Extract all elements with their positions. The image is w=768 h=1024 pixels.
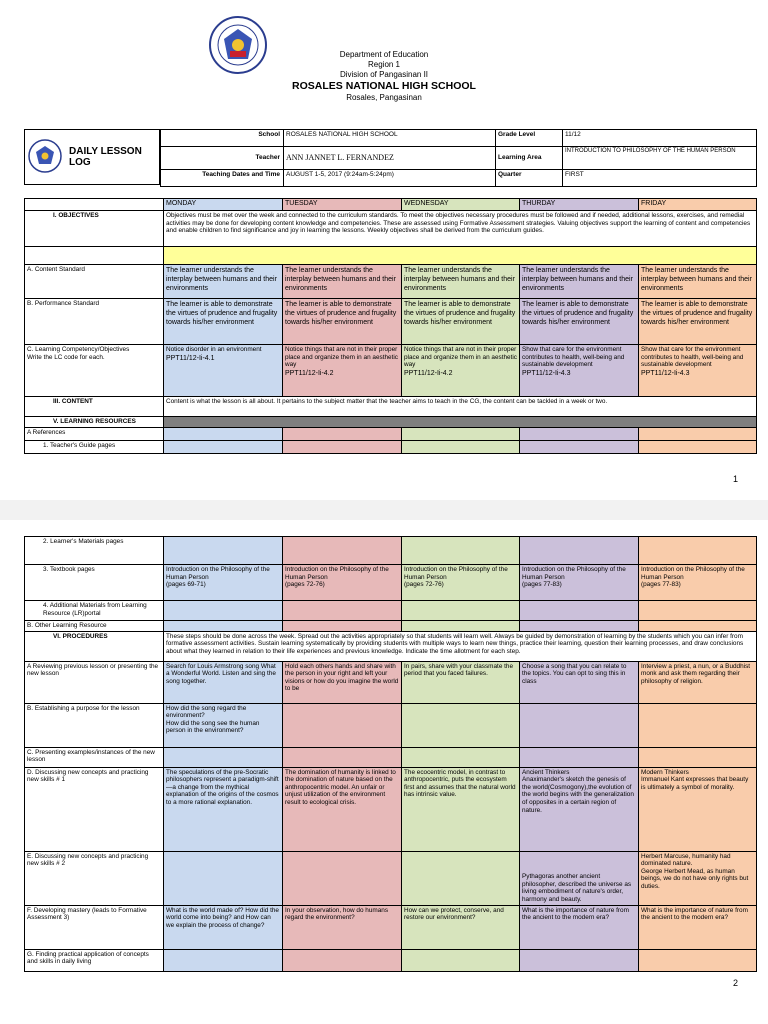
textbook-thursday-title: Introduction on the Philosophy of the Human Person — [522, 566, 626, 581]
objectives-highlight — [164, 247, 757, 265]
competency-monday-code: PPT11/12-Ii-4.1 — [166, 354, 215, 362]
empty-cell — [25, 247, 164, 265]
procedure-d-label: D. Discussing new concepts and practicing new skills # 1 — [25, 767, 164, 851]
objectives-highlight-row — [25, 247, 757, 265]
other-resources-wednesday — [402, 621, 520, 632]
procedure-c-wednesday — [402, 747, 520, 767]
competency-sub-label: Write the LC code for each. — [27, 353, 105, 361]
procedure-b-thursday — [520, 703, 639, 747]
learning-resources-bar — [164, 417, 757, 428]
competency-friday-text: Show that care for the environment contributes to health, well-being and sustainable development — [641, 346, 744, 369]
corner-cell — [25, 199, 164, 211]
procedure-d-friday: Modern Thinkers Immanuel Kant expresses that beauty is ultimately a symbol of morality. — [639, 767, 757, 851]
page-number-2: 2 — [732, 978, 738, 988]
procedure-e-thursday: Pythagoras another ancient philosopher, described the universe as living embodiment of nature's order, harmony and beauty. — [520, 851, 639, 905]
lesson-table-page2 — [24, 536, 757, 972]
procedure-g-wednesday — [402, 949, 520, 971]
procedure-e-row — [25, 851, 757, 905]
textbook-friday-pages: (pages 77-83) — [641, 581, 681, 589]
textbook-friday-title: Introduction on the Philosophy of the Human Person — [641, 566, 745, 581]
procedure-b-friday — [639, 703, 757, 747]
competency-tuesday-text: Notice things that are not in their proper place and organize them in an aesthetic way — [285, 346, 398, 369]
day-thursday: THURDAY — [520, 199, 639, 211]
other-resources-label: B. Other Learning Resource — [25, 621, 164, 632]
info-row-school — [161, 130, 757, 147]
procedure-e-tuesday — [283, 851, 402, 905]
procedure-e-label: E. Discussing new concepts and practicing new skills # 2 — [25, 851, 164, 905]
procedure-b-row — [25, 703, 757, 747]
teachers-guide-label: 1. Teacher's Guide pages — [25, 441, 164, 454]
school-town: Rosales, Pangasinan — [346, 93, 422, 102]
other-resources-monday — [164, 621, 283, 632]
procedure-a-wednesday: In pairs, share with your classmate the period that you faced failures. — [402, 661, 520, 703]
competency-tuesday-code: PPT11/12-Ii-4.2 — [285, 369, 334, 377]
additional-materials-thursday — [520, 601, 639, 621]
area-label: Learning Area — [496, 147, 563, 170]
dept-name: Department of Education — [339, 50, 429, 59]
textbook-wednesday-title: Introduction on the Philosophy of the Human Person — [404, 566, 508, 581]
school-name: ROSALES NATIONAL HIGH SCHOOL — [292, 80, 476, 92]
procedure-g-tuesday — [283, 949, 402, 971]
procedure-c-label: C. Presenting examples/instances of the new lesson — [25, 747, 164, 767]
procedure-f-thursday: What is the importance of nature from the ancient to the modern era? — [520, 905, 639, 949]
procedure-g-row — [25, 949, 757, 971]
procedure-c-tuesday — [283, 747, 402, 767]
teachers-guide-thursday — [520, 441, 639, 454]
procedures-row — [25, 631, 757, 661]
learners-materials-wednesday — [402, 537, 520, 565]
other-resources-row — [25, 621, 757, 632]
learners-materials-tuesday — [283, 537, 402, 565]
procedure-b-monday: How did the song regard the environment? How did the song see the human person in the environment? — [164, 703, 283, 747]
objectives-row — [25, 211, 757, 247]
procedure-a-monday: Search for Louis Armstrong song What a Wonderful World. Listen and sing the song together. — [164, 661, 283, 703]
procedure-b-tuesday — [283, 703, 402, 747]
learners-materials-friday — [639, 537, 757, 565]
competency-friday-code: PPT11/12-Ii-4.3 — [641, 369, 690, 377]
textbook-tuesday — [283, 565, 402, 601]
competency-wednesday-code: PPT11/12-Ii-4.2 — [404, 369, 453, 377]
quarter-label: Quarter — [496, 170, 563, 187]
procedure-g-label: G. Finding practical application of concepts and skills in daily living — [25, 949, 164, 971]
procedure-c-thursday — [520, 747, 639, 767]
teacher-label: Teacher — [161, 147, 284, 170]
learners-materials-label: 2. Learner's Materials pages — [25, 537, 164, 565]
page-two — [0, 520, 768, 1024]
performance-standard-tuesday: The learner is able to demonstrate the virtues of prudence and frugality towards his/her environment — [283, 299, 402, 345]
teachers-guide-row — [25, 441, 757, 454]
competency-thursday-text: Show that care for the environment contributes to health, well-being and sustainable development — [522, 346, 625, 369]
day-header-row — [25, 199, 757, 211]
procedure-f-wednesday: How can we protect, conserve, and restore our environment? — [402, 905, 520, 949]
info-row-teacher — [161, 147, 757, 170]
learning-resources-label: V. LEARNING RESOURCES — [25, 417, 164, 428]
performance-standard-thursday: The learner is able to demonstrate the virtues of prudence and frugality towards his/her environment — [520, 299, 639, 345]
day-monday: MONDAY — [164, 199, 283, 211]
procedure-c-row — [25, 747, 757, 767]
performance-standard-row — [25, 299, 757, 345]
competency-label: C. Learning Competency/Objectives — [27, 346, 130, 353]
procedure-f-tuesday: In your observation, how do humans regard the environment? — [283, 905, 402, 949]
competency-wednesday-text: Notice things that are not in their proper place and organize them in an aesthetic way — [404, 346, 517, 369]
day-tuesday: TUESDAY — [283, 199, 402, 211]
content-standard-row — [25, 265, 757, 299]
references-row — [25, 428, 757, 441]
textbook-label: 3. Textbook pages — [25, 565, 164, 601]
textbook-thursday — [520, 565, 639, 601]
textbook-thursday-pages: (pages 77-83) — [522, 581, 562, 589]
learners-materials-monday — [164, 537, 283, 565]
procedure-g-monday — [164, 949, 283, 971]
procedure-d-tuesday: The domination of humanity is linked to the domination of nature based on the anthropocentric model. An unfair or unjust utilization of the environment result to ecological crisis. — [283, 767, 402, 851]
references-tuesday — [283, 428, 402, 441]
procedure-d-wednesday: The ecocentric model, in contrast to anthropocentric, puts the ecosystem first and assumes that the natural world has intrinsic value. — [402, 767, 520, 851]
procedure-f-label: F. Developing mastery (leads to Formative Assessment 3) — [25, 905, 164, 949]
competency-monday — [164, 345, 283, 397]
competency-row — [25, 345, 757, 397]
textbook-wednesday-pages: (pages 72-76) — [404, 581, 444, 589]
additional-materials-tuesday — [283, 601, 402, 621]
area-value: INTRODUCTION TO PHILOSOPHY OF THE HUMAN PERSON — [563, 147, 757, 170]
procedure-d-monday: The speculations of the pre-Socratic philosophers represent a paradigm-shift—a change from the mythical explanation of the origins of the cosmos to a more rational explanation. — [164, 767, 283, 851]
grade-value: 11/12 — [563, 130, 757, 147]
procedure-f-row — [25, 905, 757, 949]
page-one — [0, 0, 768, 500]
content-standard-wednesday: The learner understands the interplay between humans and their environments — [402, 265, 520, 299]
procedure-e-monday — [164, 851, 283, 905]
references-thursday — [520, 428, 639, 441]
procedure-g-thursday — [520, 949, 639, 971]
content-standard-tuesday: The learner understands the interplay between humans and their environments — [283, 265, 402, 299]
procedure-e-wednesday — [402, 851, 520, 905]
day-friday: FRIDAY — [639, 199, 757, 211]
content-standard-label: A. Content Standard — [25, 265, 164, 299]
content-text: Content is what the lesson is all about. It pertains to the subject matter that the teacher aims to teach in the CG, the content can be tackled in a week or two. — [164, 397, 757, 417]
objectives-label: I. OBJECTIVES — [25, 211, 164, 247]
competency-monday-text: Notice disorder in an environment — [166, 346, 262, 353]
procedure-g-friday — [639, 949, 757, 971]
school-value: ROSALES NATIONAL HIGH SCHOOL — [284, 130, 496, 147]
procedure-a-row — [25, 661, 757, 703]
page-gap — [0, 500, 768, 520]
textbook-wednesday — [402, 565, 520, 601]
references-friday — [639, 428, 757, 441]
competency-tuesday — [283, 345, 402, 397]
procedure-d-row — [25, 767, 757, 851]
teachers-guide-tuesday — [283, 441, 402, 454]
textbook-monday-pages: (pages 69-71) — [166, 581, 206, 589]
dates-label: Teaching Dates and Time — [161, 170, 284, 187]
procedure-d-thursday: Ancient Thinkers Anaximander's sketch the genesis of the world(Cosmogony),the evolution of the world begins with the generalization of opposites in a certain region of nature. — [520, 767, 639, 851]
info-row-dates — [161, 170, 757, 187]
division-name: Division of Pangasinan II — [339, 70, 429, 79]
day-wednesday: WEDNESDAY — [402, 199, 520, 211]
teacher-value: ANN JANNET L. FERNANDEZ — [284, 147, 496, 170]
other-resources-thursday — [520, 621, 639, 632]
other-resources-tuesday — [283, 621, 402, 632]
content-standard-friday: The learner understands the interplay between humans and their environments — [639, 265, 757, 299]
performance-standard-friday: The learner is able to demonstrate the virtues of prudence and frugality towards his/her environment — [639, 299, 757, 345]
additional-materials-row — [25, 601, 757, 621]
textbook-tuesday-title: Introduction on the Philosophy of the Human Person — [285, 566, 389, 581]
region-name: Region 1 — [367, 60, 401, 69]
objectives-text: Objectives must be met over the week and connected to the curriculum standards. To meet the objectives necessary procedures must be followed and if needed, additional lessons, exercises, and remedial activities may be done for developing content knowledge and competencies. These are assessed using Formative Assessment strategies. Valuing objectives support the learning of content and competencies and enable children to find significance and joy in learning the lessons. Weekly objectives shall be derived from the curriculum guides. — [164, 211, 757, 247]
procedure-c-friday — [639, 747, 757, 767]
procedures-text: These steps should be done across the week. Spread out the activities appropriately so that students will learn well. Always be guided by demonstration of learning by the students which you can infer from formative assessment activities. Sustain learning systematically by providing students with multiple ways to learn new things, practice their learning, question their learning processes, and draw conclusions about what they learned in relation to their life experiences and previous knowledge. Indicate the time allotment for each step. — [164, 631, 757, 661]
additional-materials-wednesday — [402, 601, 520, 621]
additional-materials-friday — [639, 601, 757, 621]
quarter-value: FIRST — [563, 170, 757, 187]
competency-label-cell — [25, 345, 164, 397]
content-row — [25, 397, 757, 417]
school-header — [0, 50, 768, 103]
info-table — [160, 129, 757, 187]
dll-title: DAILY LESSON LOG — [69, 146, 142, 168]
additional-materials-monday — [164, 601, 283, 621]
textbook-tuesday-pages: (pages 72-76) — [285, 581, 325, 589]
performance-standard-monday: The learner is able to demonstrate the virtues of prudence and frugality towards his/her environment — [164, 299, 283, 345]
performance-standard-wednesday: The learner is able to demonstrate the virtues of prudence and frugality towards his/her environment — [402, 299, 520, 345]
other-resources-friday — [639, 621, 757, 632]
procedures-label: VI. PROCEDURES — [25, 631, 164, 661]
competency-wednesday — [402, 345, 520, 397]
competency-thursday-code: PPT11/12-Ii-4.3 — [522, 369, 571, 377]
deped-small-seal-icon — [27, 138, 63, 174]
textbook-friday — [639, 565, 757, 601]
dll-title-box — [24, 129, 160, 185]
teachers-guide-monday — [164, 441, 283, 454]
additional-materials-label: 4. Additional Materials from Learning Resource (LR)portal — [25, 601, 164, 621]
school-label: School — [161, 130, 284, 147]
learners-materials-thursday — [520, 537, 639, 565]
grade-label: Grade Level — [496, 130, 563, 147]
competency-friday — [639, 345, 757, 397]
lesson-table-page1 — [24, 198, 757, 454]
procedure-a-label: A Reviewing previous lesson or presenting the new lesson — [25, 661, 164, 703]
teachers-guide-friday — [639, 441, 757, 454]
learners-materials-row — [25, 537, 757, 565]
procedure-c-monday — [164, 747, 283, 767]
procedure-a-tuesday: Hold each others hands and share with the person in your right and left your visions or how do you imagine the world to be — [283, 661, 402, 703]
procedure-e-friday: Herbert Marcuse, humanity had dominated nature. George Herbert Mead, as human beings, we do not have only rights but duties. — [639, 851, 757, 905]
references-label: A References — [25, 428, 164, 441]
procedure-f-friday: What is the importance of nature from the ancient to the modern era? — [639, 905, 757, 949]
content-standard-monday: The learner understands the interplay between humans and their environments — [164, 265, 283, 299]
procedure-b-wednesday — [402, 703, 520, 747]
procedure-a-friday: Interview a priest, a nun, or a Buddhist monk and ask them regarding their philosophy of religion. — [639, 661, 757, 703]
textbook-row — [25, 565, 757, 601]
references-monday — [164, 428, 283, 441]
performance-standard-label: B. Performance Standard — [25, 299, 164, 345]
procedure-f-monday: What is the world made of? How did the world come into being? and How can we explain the process of change? — [164, 905, 283, 949]
competency-thursday — [520, 345, 639, 397]
page-number-1: 1 — [732, 474, 738, 484]
references-wednesday — [402, 428, 520, 441]
dates-value: AUGUST 1-5, 2017 (9:24am-5:24pm) — [284, 170, 496, 187]
textbook-monday-title: Introduction on the Philosophy of the Human Person — [166, 566, 270, 581]
teachers-guide-wednesday — [402, 441, 520, 454]
learning-resources-row — [25, 417, 757, 428]
procedure-b-label: B. Establishing a purpose for the lesson — [25, 703, 164, 747]
textbook-monday — [164, 565, 283, 601]
procedure-a-thursday: Choose a song that you can relate to the topics. You can opt to sing this in class — [520, 661, 639, 703]
content-standard-thursday: The learner understands the interplay between humans and their environments — [520, 265, 639, 299]
content-label: III. CONTENT — [25, 397, 164, 417]
